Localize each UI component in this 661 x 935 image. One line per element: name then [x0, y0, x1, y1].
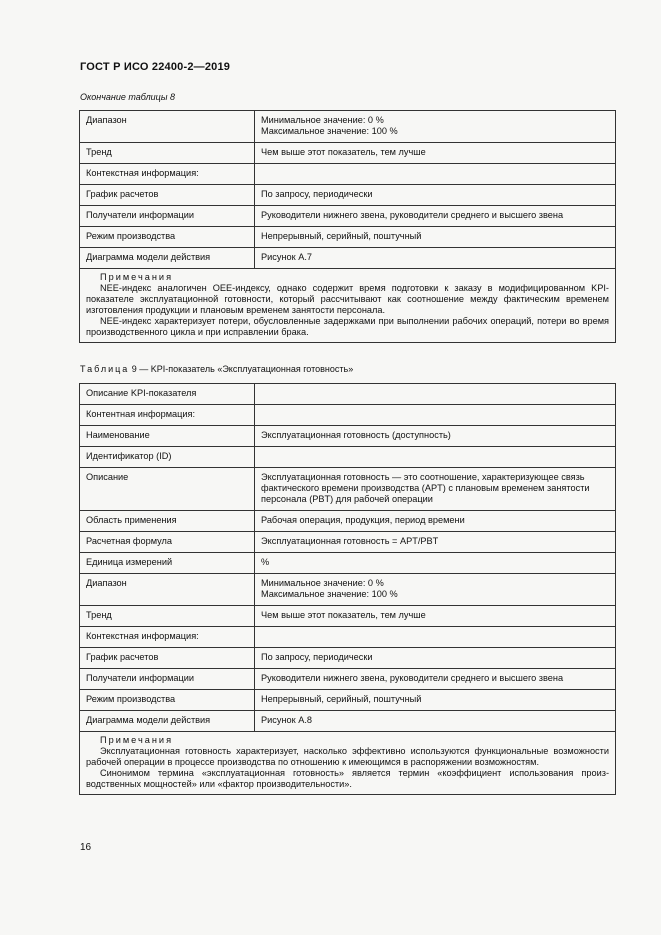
- table-row: [80, 405, 616, 426]
- table-row: [80, 553, 616, 574]
- row-label: Расчетная формула: [80, 532, 255, 553]
- row-value: Руководители нижнего звена, руководители среднего и высшего звена: [255, 669, 616, 690]
- notes-cell: [80, 732, 616, 795]
- notes-row: [80, 269, 616, 343]
- row-value: Минимальное значение: 0 % Максимальное значение: 100 %: [255, 111, 616, 143]
- row-value: Эксплуатационная готовность — это соотношение, характеризующее связь фактического времени производства (APT) с плановым временем занятости персонала (PBT) для рабочей операции: [255, 468, 616, 511]
- row-value: Чем выше этот показатель, тем лучше: [255, 606, 616, 627]
- table-row: [80, 468, 616, 511]
- table-row: [80, 574, 616, 606]
- row-value: По запросу, периодически: [255, 648, 616, 669]
- notes-title: Примечания: [100, 735, 174, 745]
- table-row: [80, 248, 616, 269]
- table-row: [80, 669, 616, 690]
- row-value: [255, 627, 616, 648]
- table-8-caption: Окончание таблицы 8: [80, 92, 175, 102]
- table-9-caption-text: 9 — KPI-показатель «Эксплуатационная готовность»: [129, 364, 354, 374]
- table-row: [80, 111, 616, 143]
- table-row: [80, 185, 616, 206]
- table-row: [80, 227, 616, 248]
- row-value: [255, 405, 616, 426]
- row-label: Диаграмма модели действия: [80, 248, 255, 269]
- row-label: Описание: [80, 468, 255, 511]
- table-row: [80, 384, 616, 405]
- row-label: Диаграмма модели действия: [80, 711, 255, 732]
- row-label: Диапазон: [80, 111, 255, 143]
- table-8: [79, 110, 616, 343]
- row-label: Контентная информация:: [80, 405, 255, 426]
- row-value: [255, 164, 616, 185]
- table-row: [80, 447, 616, 468]
- row-value: [255, 384, 616, 405]
- table-row: [80, 690, 616, 711]
- row-value: Рисунок А.7: [255, 248, 616, 269]
- row-value: [255, 447, 616, 468]
- table-row: [80, 711, 616, 732]
- note-paragraph: NEE-индекс характеризует потери, обусловленные задержками при выполнении рабочих операций, потери во время производственного цикла и при исправлении брака.: [86, 316, 609, 337]
- notes-row: [80, 732, 616, 795]
- row-label: Режим производства: [80, 690, 255, 711]
- row-value: Эксплуатационная готовность (доступность): [255, 426, 616, 447]
- row-label: Тренд: [80, 606, 255, 627]
- table-row: [80, 206, 616, 227]
- note-paragraph: Эксплуатационная готовность характеризует, насколько эффективно используются функциональные возможности рабочей операции в процессе производства по отношению к имеющимся в распоряжении возможностям.: [86, 746, 609, 767]
- row-label: Контекстная информация:: [80, 627, 255, 648]
- row-label: Тренд: [80, 143, 255, 164]
- row-label: Контекстная информация:: [80, 164, 255, 185]
- notes-cell: [80, 269, 616, 343]
- row-value: Минимальное значение: 0 % Максимальное значение: 100 %: [255, 574, 616, 606]
- table-row: [80, 532, 616, 553]
- row-label: Наименование: [80, 426, 255, 447]
- row-value: Чем выше этот показатель, тем лучше: [255, 143, 616, 164]
- table-row: [80, 143, 616, 164]
- table-row: [80, 164, 616, 185]
- note-paragraph: Синонимом термина «эксплуатационная готовность» является термин «коэффициент использования производственных мощностей» или «фактор производительности».: [86, 768, 609, 789]
- row-value: Непрерывный, серийный, поштучный: [255, 227, 616, 248]
- row-value: По запросу, периодически: [255, 185, 616, 206]
- row-label: График расчетов: [80, 648, 255, 669]
- table-row: [80, 511, 616, 532]
- row-value: Эксплуатационная готовность = APT/PBT: [255, 532, 616, 553]
- row-label: Описание KPI-показателя: [80, 384, 255, 405]
- row-value: Рабочая операция, продукция, период времени: [255, 511, 616, 532]
- note-paragraph: NEE-индекс аналогичен OEE-индексу, однако содержит время подготовки к заказу в модифицированном KPI-показателе эксплуатационной готовности, который рассчитывают как соотношение между фактическим временем изготовления продукции и плановым временем занятости персонала.: [86, 283, 609, 315]
- row-label: Получатели информации: [80, 206, 255, 227]
- row-label: Область применения: [80, 511, 255, 532]
- row-label: График расчетов: [80, 185, 255, 206]
- row-value: %: [255, 553, 616, 574]
- table-row: [80, 426, 616, 447]
- table-9-caption-prefix: Таблица: [80, 364, 130, 374]
- table-9-caption: [80, 364, 353, 374]
- row-label: Идентификатор (ID): [80, 447, 255, 468]
- notes-title: Примечания: [100, 272, 174, 282]
- row-value: Руководители нижнего звена, руководители среднего и высшего звена: [255, 206, 616, 227]
- table-9: [79, 383, 616, 795]
- table-row: [80, 648, 616, 669]
- row-label: Единица измерений: [80, 553, 255, 574]
- row-label: Диапазон: [80, 574, 255, 606]
- row-value: Рисунок А.8: [255, 711, 616, 732]
- row-value: Непрерывный, серийный, поштучный: [255, 690, 616, 711]
- document-header: ГОСТ Р ИСО 22400-2—2019: [80, 61, 231, 73]
- row-label: Режим производства: [80, 227, 255, 248]
- table-row: [80, 606, 616, 627]
- row-label: Получатели информации: [80, 669, 255, 690]
- table-row: [80, 627, 616, 648]
- page-number: 16: [80, 842, 92, 853]
